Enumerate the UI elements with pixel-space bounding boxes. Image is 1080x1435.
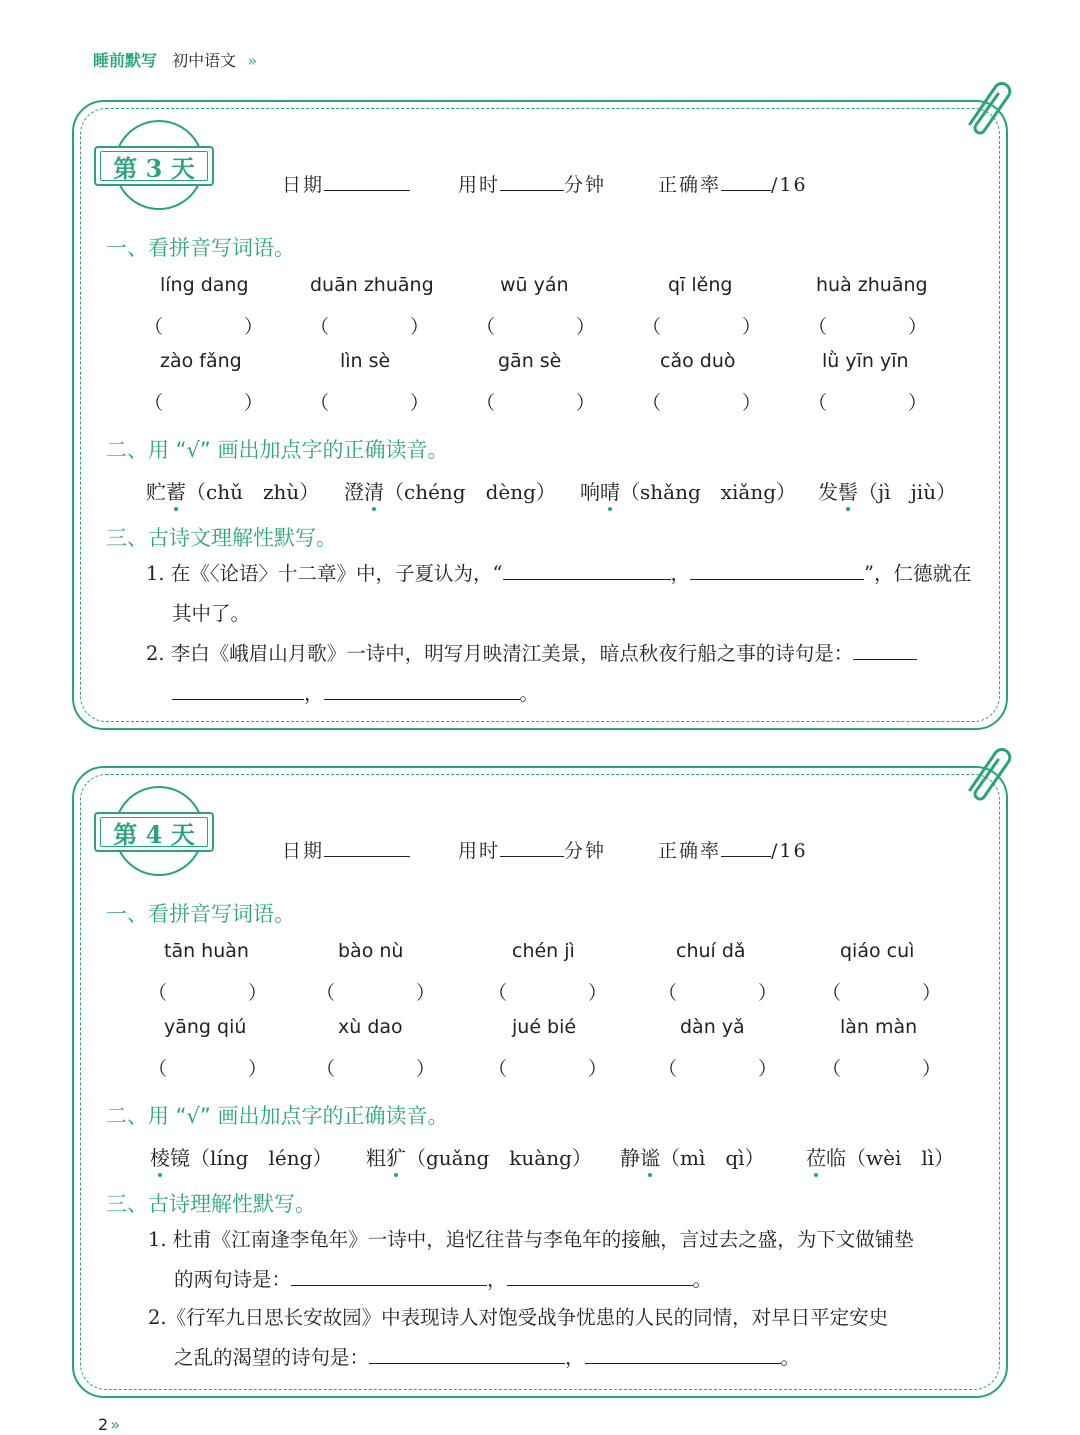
- answer-blank[interactable]: [690, 559, 864, 580]
- date-field[interactable]: 日期: [282, 170, 410, 197]
- question-1: 1. 在《〈论语〉十二章》中，子夏认为，“ ， ”，仁德就在 其中了。: [146, 554, 980, 634]
- pinyin: qī lěng: [668, 274, 733, 296]
- answer-blank[interactable]: [853, 639, 917, 660]
- chevron-icon: »: [110, 1415, 120, 1434]
- pinyin: wū yán: [500, 274, 569, 296]
- time-field[interactable]: 用时 分钟: [458, 174, 607, 196]
- pinyin: gān sè: [498, 350, 562, 372]
- answer-blank[interactable]: [507, 1265, 693, 1286]
- day-badge: [94, 120, 214, 220]
- answer-blank[interactable]: [585, 1343, 781, 1364]
- day-badge-label: 第 3 天: [100, 151, 208, 181]
- pinyin: jué bié: [512, 1016, 577, 1038]
- pinyin: zào fǎng: [160, 350, 242, 372]
- time-field[interactable]: 用时 分钟: [458, 840, 607, 862]
- section-2-title: 二、用 “√” 画出加点字的正确读音。: [106, 1104, 449, 1128]
- page-footer: [98, 1415, 120, 1434]
- day-badge: [94, 786, 214, 886]
- reading-item[interactable]: 响晴（shǎng xiǎng）: [580, 476, 796, 505]
- date-field[interactable]: 日期: [282, 836, 410, 863]
- question-1: 1. 杜甫《江南逢李龟年》一诗中，追忆往昔与李龟年的接触，言过去之盛，为下文做铺垫 的两句诗是： ， 。: [148, 1228, 914, 1291]
- pinyin: cǎo duò: [660, 350, 736, 372]
- reading-item[interactable]: 澄清（chéng dèng）: [344, 476, 556, 505]
- pinyin: bào nù: [338, 940, 404, 962]
- section-3-title: 三、古诗理解性默写。: [106, 1192, 316, 1216]
- pinyin: dàn yǎ: [680, 1016, 745, 1038]
- accuracy-field[interactable]: 正确率 /16: [658, 174, 808, 196]
- subject-title: 初中语文: [172, 51, 237, 70]
- page-header: [93, 48, 257, 71]
- pinyin: chuí dǎ: [676, 940, 746, 962]
- question-2: 2.《行军九日思长安故园》中表现诗人对饱受战争忧患的人民的同情，对早日平定安史 之乱的渴望的诗句是： ， 。: [148, 1306, 889, 1369]
- answer-blank[interactable]: [503, 559, 671, 580]
- series-title: 睡前默写: [93, 51, 158, 70]
- pinyin: chén jì: [512, 940, 575, 962]
- reading-item[interactable]: 静谧（mì qì）: [620, 1142, 765, 1171]
- answer-blank[interactable]: [291, 1265, 487, 1286]
- pinyin: yāng qiú: [164, 1016, 247, 1038]
- section-2-title: 二、用 “√” 画出加点字的正确读音。: [106, 438, 449, 462]
- answer-blank[interactable]: [324, 679, 520, 700]
- page-number: 2: [98, 1415, 109, 1434]
- section-1-title: 一、看拼音写词语。: [106, 902, 295, 926]
- day3-card: 第 3 天 日期 用时 分钟 正确率 /16 一、看拼音写词语。 líng dang duān zhuāng wū yán qī lěng huà zhuāng （ ） （ ） （ ） （ ） （ ） zào fǎng lìn sè gān sè cǎo duò lǜ yīn yīn （ ） （ ） （ ） （ ） （ ） 二、用 “√” 画出加点字的正确读音。 贮蓄（chǔ zhù） 澄清（chéng dèng） 响晴（shǎng xiǎng） 发髻（jì jiù） 三、古诗文理解性默写。 1. 在《〈论语〉十二章》中，子夏认为，“ ， ”，仁德就在 其中了。 2. 李白《峨眉山月歌》一诗中，明写月映清江美景，暗点秋夜行船之事的诗句是： ， 。: [72, 100, 1008, 730]
- reading-item[interactable]: 粗犷（guǎng kuàng）: [366, 1142, 592, 1171]
- pinyin: lǜ yīn yīn: [822, 350, 909, 372]
- pinyin: duān zhuāng: [310, 274, 434, 296]
- paperclip-icon: [960, 742, 1012, 804]
- pinyin: làn màn: [840, 1016, 918, 1038]
- reading-item[interactable]: 莅临（wèi lì）: [806, 1142, 954, 1171]
- reading-item[interactable]: 发髻（jì jiù）: [818, 476, 956, 505]
- pinyin: líng dang: [160, 274, 249, 296]
- chevron-icon: »: [247, 51, 258, 70]
- paperclip-icon: [960, 76, 1012, 138]
- pinyin: qiáo cuì: [840, 940, 915, 962]
- accuracy-field[interactable]: 正确率 /16: [658, 840, 808, 862]
- pinyin: tān huàn: [164, 940, 249, 962]
- pinyin: lìn sè: [340, 350, 391, 372]
- reading-item[interactable]: 贮蓄（chǔ zhù）: [146, 476, 319, 505]
- pinyin: xù dao: [338, 1016, 403, 1038]
- reading-item[interactable]: 棱镜（líng léng）: [150, 1142, 332, 1171]
- question-2: 2. 李白《峨眉山月歌》一诗中，明写月映清江美景，暗点秋夜行船之事的诗句是： ， 。: [146, 634, 980, 714]
- day-badge-label: 第 4 天: [100, 817, 208, 847]
- section-3-title: 三、古诗文理解性默写。: [106, 526, 337, 550]
- day4-card: 第 4 天 日期 用时 分钟 正确率 /16 一、看拼音写词语。 tān huàn bào nù chén jì chuí dǎ qiáo cuì （ ） （ ） （ ） （ ） （ ） yāng qiú xù dao jué bié dàn yǎ làn màn （ ） （ ） （ ） （ ） （ ） 二、用 “√” 画出加点字的正确读音。 棱镜（líng léng） 粗犷（guǎng kuàng） 静谧（mì qì） 莅临（wèi lì） 三、古诗理解性默写。 1. 杜甫《江南逢李龟年》一诗中，追忆往昔与李龟年的接触，言过去之盛，为下文做铺垫 的两句诗是： ， 。 2.《行军九日思长安故园》中表现诗人对饱受战争忧患的人民的同情，对早日平定安史 之乱的渴望的诗句是： ， 。: [72, 766, 1008, 1398]
- answer-blank[interactable]: [172, 679, 304, 700]
- answer-blank[interactable]: [369, 1343, 565, 1364]
- section-1-title: 一、看拼音写词语。: [106, 236, 295, 260]
- pinyin: huà zhuāng: [816, 274, 928, 296]
